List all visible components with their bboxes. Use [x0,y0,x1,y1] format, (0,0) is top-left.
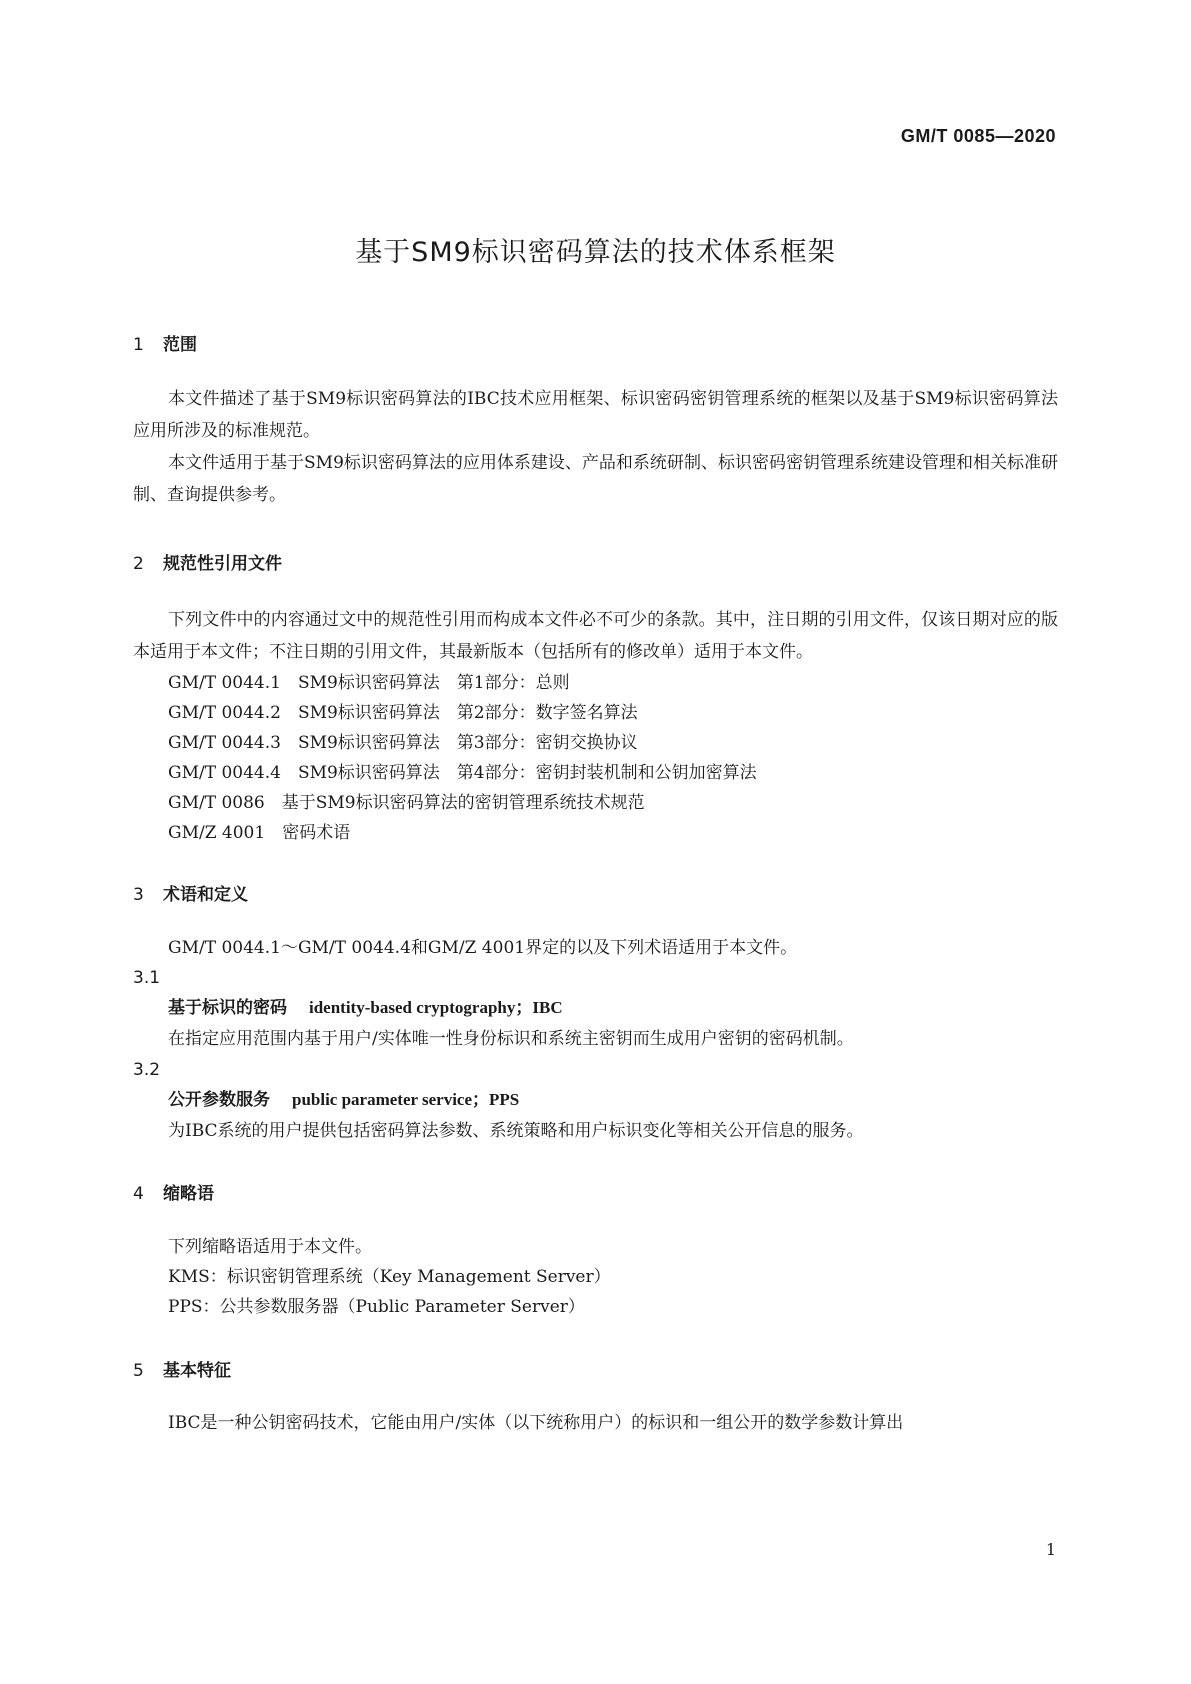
term-english: public parameter service；PPS [292,1090,520,1109]
section-abbreviations [133,1179,1058,1322]
document-title: 基于SM9标识密码算法的技术体系框架 [355,237,836,268]
section-number: 5 [133,1361,144,1381]
term-definition: 为IBC系统的用户提供包括密码算法参数、系统策略和用户标识变化等相关公开信息的服务。 [168,1121,864,1141]
term-english: identity-based cryptography；IBC [309,998,563,1017]
term-number: 3.1 [133,968,161,988]
document-body [133,330,1058,1439]
section-title: 基本特征 [163,1361,231,1381]
terms-intro: GM/T 0044.1～GM/T 0044.4和GM/Z 4001界定的以及下列术语适用于本文件。 [168,938,798,958]
term-definition: 在指定应用范围内基于用户/实体唯一性身份标识和系统主密钥而生成用户密钥的密码机制。 [168,1029,854,1049]
section-number: 3 [133,885,144,905]
references-intro: 下列文件中的内容通过文中的规范性引用而构成本文件必不可少的条款。其中，注日期的引用文件，仅该日期对应的版本适用于本文件；不注日期的引用文件，其最新版本（包括所有的修改单）适用于本文件。 [133,610,1058,662]
reference-item: GM/T 0044.2 SM9标识密码算法 第2部分：数字签名算法 [168,703,638,723]
term-chinese: 基于标识的密码 [168,998,287,1018]
section-title: 缩略语 [163,1184,214,1204]
term-heading [133,993,1058,1023]
scope-paragraph-2: 本文件适用于基于SM9标识密码算法的应用体系建设、产品和系统研制、标识密码密钥管理系统建设管理和相关标准研制、查询提供参考。 [133,453,1058,505]
reference-item: GM/T 0044.4 SM9标识密码算法 第4部分：密钥封装机制和公钥加密算法 [168,763,757,783]
section-heading [133,1179,1058,1204]
section-number: 1 [133,335,144,355]
section-heading [133,549,1058,574]
section-number: 2 [133,554,144,574]
section-normative-references [133,549,1058,848]
reference-item: GM/Z 4001 密码术语 [168,823,351,843]
section-heading [133,880,1058,905]
scope-paragraph-1: 本文件描述了基于SM9标识密码算法的IBC技术应用框架、标识密码密钥管理系统的框架以及基于SM9标识密码算法应用所涉及的标准规范。 [133,389,1058,441]
abbreviation-item: KMS：标识密钥管理系统（Key Management Server） [168,1267,611,1287]
section-heading [133,330,1058,355]
section-title: 范围 [163,335,197,355]
section-title: 规范性引用文件 [163,554,282,574]
term-heading [133,1085,1058,1115]
section-heading [133,1356,1058,1381]
page-number: 1 [1045,1540,1056,1559]
section-scope [133,330,1058,511]
reference-item: GM/T 0086 基于SM9标识密码算法的密钥管理系统技术规范 [168,793,645,813]
section-number: 4 [133,1184,144,1204]
abbreviation-item: PPS：公共参数服务器（Public Parameter Server） [168,1297,585,1317]
section-terms-definitions [133,880,1058,1147]
abbreviations-intro: 下列缩略语适用于本文件。 [168,1237,372,1257]
term-number: 3.2 [133,1060,161,1080]
standard-code: GM/T 0085—2020 [900,126,1056,146]
section-basic-features [133,1356,1058,1439]
reference-item: GM/T 0044.3 SM9标识密码算法 第3部分：密钥交换协议 [168,733,638,753]
features-paragraph: IBC是一种公钥密码技术，它能由用户/实体（以下统称用户）的标识和一组公开的数学参数计算出 [168,1413,904,1433]
reference-item: GM/T 0044.1 SM9标识密码算法 第1部分：总则 [168,673,570,693]
section-title: 术语和定义 [163,885,248,905]
term-chinese: 公开参数服务 [168,1090,270,1110]
